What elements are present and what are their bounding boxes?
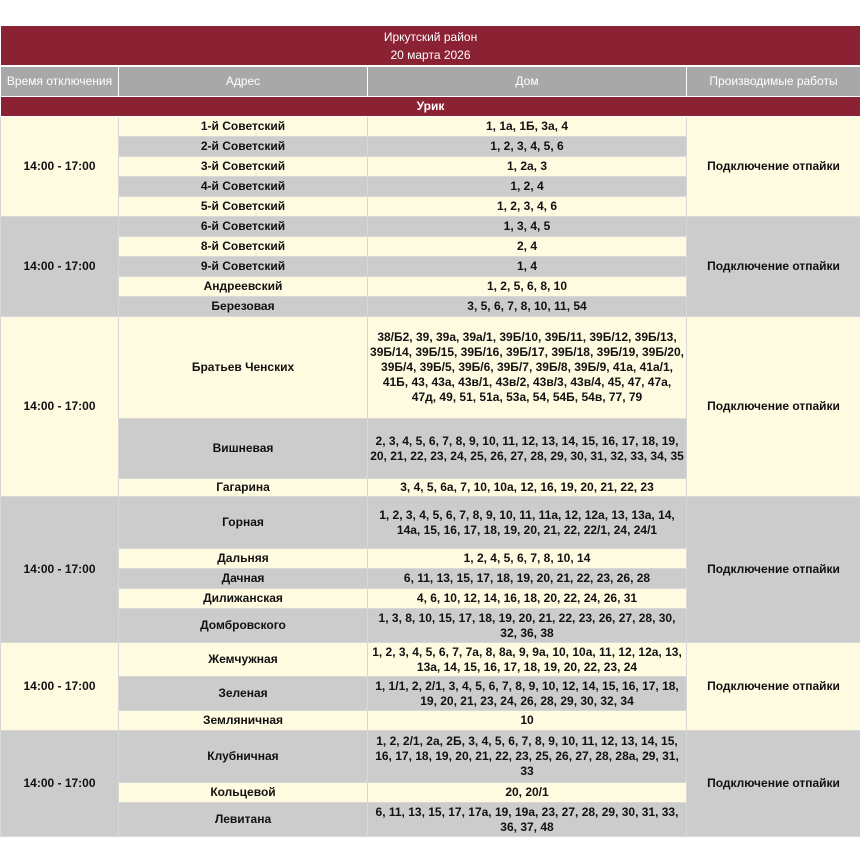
table-row — [1, 117, 860, 137]
street-name: 2-й Советский — [119, 137, 368, 157]
house-numbers: 1, 2, 3, 4, 5, 6, 7, 7а, 8, 8а, 9, 9а, 10, 10а, 11, 12, 12а, 13, 13а, 14, 15, 16, 17, 18, 19, 20, 22, 23, 24 — [368, 643, 687, 677]
locality-row — [1, 97, 860, 117]
column-header-row — [1, 66, 860, 97]
outage-time: 14:00 - 17:00 — [1, 643, 119, 731]
house-numbers: 2, 3, 4, 5, 6, 7, 8, 9, 10, 11, 12, 13, 14, 15, 16, 17, 18, 19, 20, 21, 22, 23, 24, 25, 26, 27, 28, 29, 30, 31, 32, 33, 34, 35 — [368, 419, 687, 479]
street-name: Жемчужная — [119, 643, 368, 677]
house-numbers: 1, 2, 3, 4, 5, 6 — [368, 137, 687, 157]
outage-time: 14:00 - 17:00 — [1, 117, 119, 217]
table-body — [1, 117, 860, 837]
house-numbers: 2, 4 — [368, 237, 687, 257]
street-name: Березовая — [119, 297, 368, 317]
work-description: Подключение отпайки — [687, 217, 860, 317]
table-title — [1, 26, 860, 67]
outage-schedule — [0, 25, 860, 837]
house-numbers: 1, 2, 3, 4, 5, 6, 7, 8, 9, 10, 11, 11а, 12, 12а, 13, 13а, 14, 14а, 15, 16, 17, 18, 19, 20, 21, 22, 22/1, 24, 24/1 — [368, 497, 687, 549]
house-numbers: 1, 4 — [368, 257, 687, 277]
street-name: 9-й Советский — [119, 257, 368, 277]
street-name: Горная — [119, 497, 368, 549]
locality-name: Урик — [1, 97, 860, 117]
street-name: Андреевский — [119, 277, 368, 297]
work-description: Подключение отпайки — [687, 731, 860, 837]
column-header-works: Производимые работы — [687, 66, 860, 97]
work-description: Подключение отпайки — [687, 317, 860, 497]
outage-time: 14:00 - 17:00 — [1, 217, 119, 317]
street-name: 6-й Советский — [119, 217, 368, 237]
outage-time: 14:00 - 17:00 — [1, 731, 119, 837]
table-row — [1, 643, 860, 677]
table-row — [1, 731, 860, 783]
work-description: Подключение отпайки — [687, 497, 860, 643]
column-header-time: Время отключения — [1, 66, 119, 97]
house-numbers: 3, 4, 5, 6а, 7, 10, 10а, 12, 16, 19, 20, 21, 22, 23 — [368, 479, 687, 497]
street-name: Братьев Ченских — [119, 317, 368, 419]
street-name: Левитана — [119, 803, 368, 837]
column-header-house: Дом — [368, 66, 687, 97]
house-numbers: 20, 20/1 — [368, 783, 687, 803]
work-description: Подключение отпайки — [687, 117, 860, 217]
house-numbers: 1, 2а, 3 — [368, 157, 687, 177]
table-row — [1, 497, 860, 549]
house-numbers: 1, 2, 3, 4, 6 — [368, 197, 687, 217]
house-numbers: 1, 2, 2/1, 2а, 2Б, 3, 4, 5, 6, 7, 8, 9, 10, 11, 12, 13, 14, 15, 16, 17, 18, 19, 20, 21, 22, 23, 25, 26, 27, 28, 28а, 29, 31, 33 — [368, 731, 687, 783]
street-name: Гагарина — [119, 479, 368, 497]
outage-date: 20 марта 2026 — [390, 47, 471, 62]
house-numbers: 10 — [368, 711, 687, 731]
street-name: Зеленая — [119, 677, 368, 711]
outage-time: 14:00 - 17:00 — [1, 317, 119, 497]
house-numbers: 1, 1а, 1Б, 3а, 4 — [368, 117, 687, 137]
street-name: Дачная — [119, 569, 368, 589]
street-name: Дальняя — [119, 549, 368, 569]
house-numbers: 1, 2, 4, 5, 6, 7, 8, 10, 14 — [368, 549, 687, 569]
house-numbers: 3, 5, 6, 7, 8, 10, 11, 54 — [368, 297, 687, 317]
street-name: Земляничная — [119, 711, 368, 731]
street-name: 5-й Советский — [119, 197, 368, 217]
table-row — [1, 217, 860, 237]
house-numbers: 38/Б2, 39, 39а, 39а/1, 39Б/10, 39Б/11, 39Б/12, 39Б/13, 39Б/14, 39Б/15, 39Б/16, 39Б/17, 39Б/18, 39Б/19, 39Б/20, 39Б/4, 39Б/5, 39Б/6, 39Б/7, 39Б/8, 39Б/9, 41а, 41а/1, 41Б, 43, 43а, 43в/1, 43в/2, 43в/3, 43в/4, 45, 47, 47а, 47д, 49, 51, 51а, 53а, 54, 54Б, 54в, 77, 79 — [368, 317, 687, 419]
street-name: Вишневая — [119, 419, 368, 479]
street-name: Дилижанская — [119, 589, 368, 609]
work-description: Подключение отпайки — [687, 643, 860, 731]
house-numbers: 1, 3, 8, 10, 15, 17, 18, 19, 20, 21, 22, 23, 26, 27, 28, 30, 32, 36, 38 — [368, 609, 687, 643]
outage-table — [0, 25, 860, 837]
district-name: Иркутский район — [383, 29, 478, 44]
house-numbers: 1, 3, 4, 5 — [368, 217, 687, 237]
street-name: Домбровского — [119, 609, 368, 643]
street-name: 1-й Советский — [119, 117, 368, 137]
house-numbers: 1, 2, 5, 6, 8, 10 — [368, 277, 687, 297]
table-row — [1, 317, 860, 419]
house-numbers: 6, 11, 13, 15, 17, 18, 19, 20, 21, 22, 23, 26, 28 — [368, 569, 687, 589]
street-name: Клубничная — [119, 731, 368, 783]
house-numbers: 1, 2, 4 — [368, 177, 687, 197]
street-name: 4-й Советский — [119, 177, 368, 197]
table-title-row — [1, 26, 860, 67]
house-numbers: 6, 11, 13, 15, 17, 17а, 19, 19а, 23, 27, 28, 29, 30, 31, 33, 36, 37, 48 — [368, 803, 687, 837]
house-numbers: 1, 1/1, 2, 2/1, 3, 4, 5, 6, 7, 8, 9, 10, 12, 14, 15, 16, 17, 18, 19, 20, 21, 23, 24, 26, 28, 29, 30, 32, 34 — [368, 677, 687, 711]
column-header-address: Адрес — [119, 66, 368, 97]
house-numbers: 4, 6, 10, 12, 14, 16, 18, 20, 22, 24, 26, 31 — [368, 589, 687, 609]
street-name: Кольцевой — [119, 783, 368, 803]
street-name: 8-й Советский — [119, 237, 368, 257]
street-name: 3-й Советский — [119, 157, 368, 177]
outage-time: 14:00 - 17:00 — [1, 497, 119, 643]
